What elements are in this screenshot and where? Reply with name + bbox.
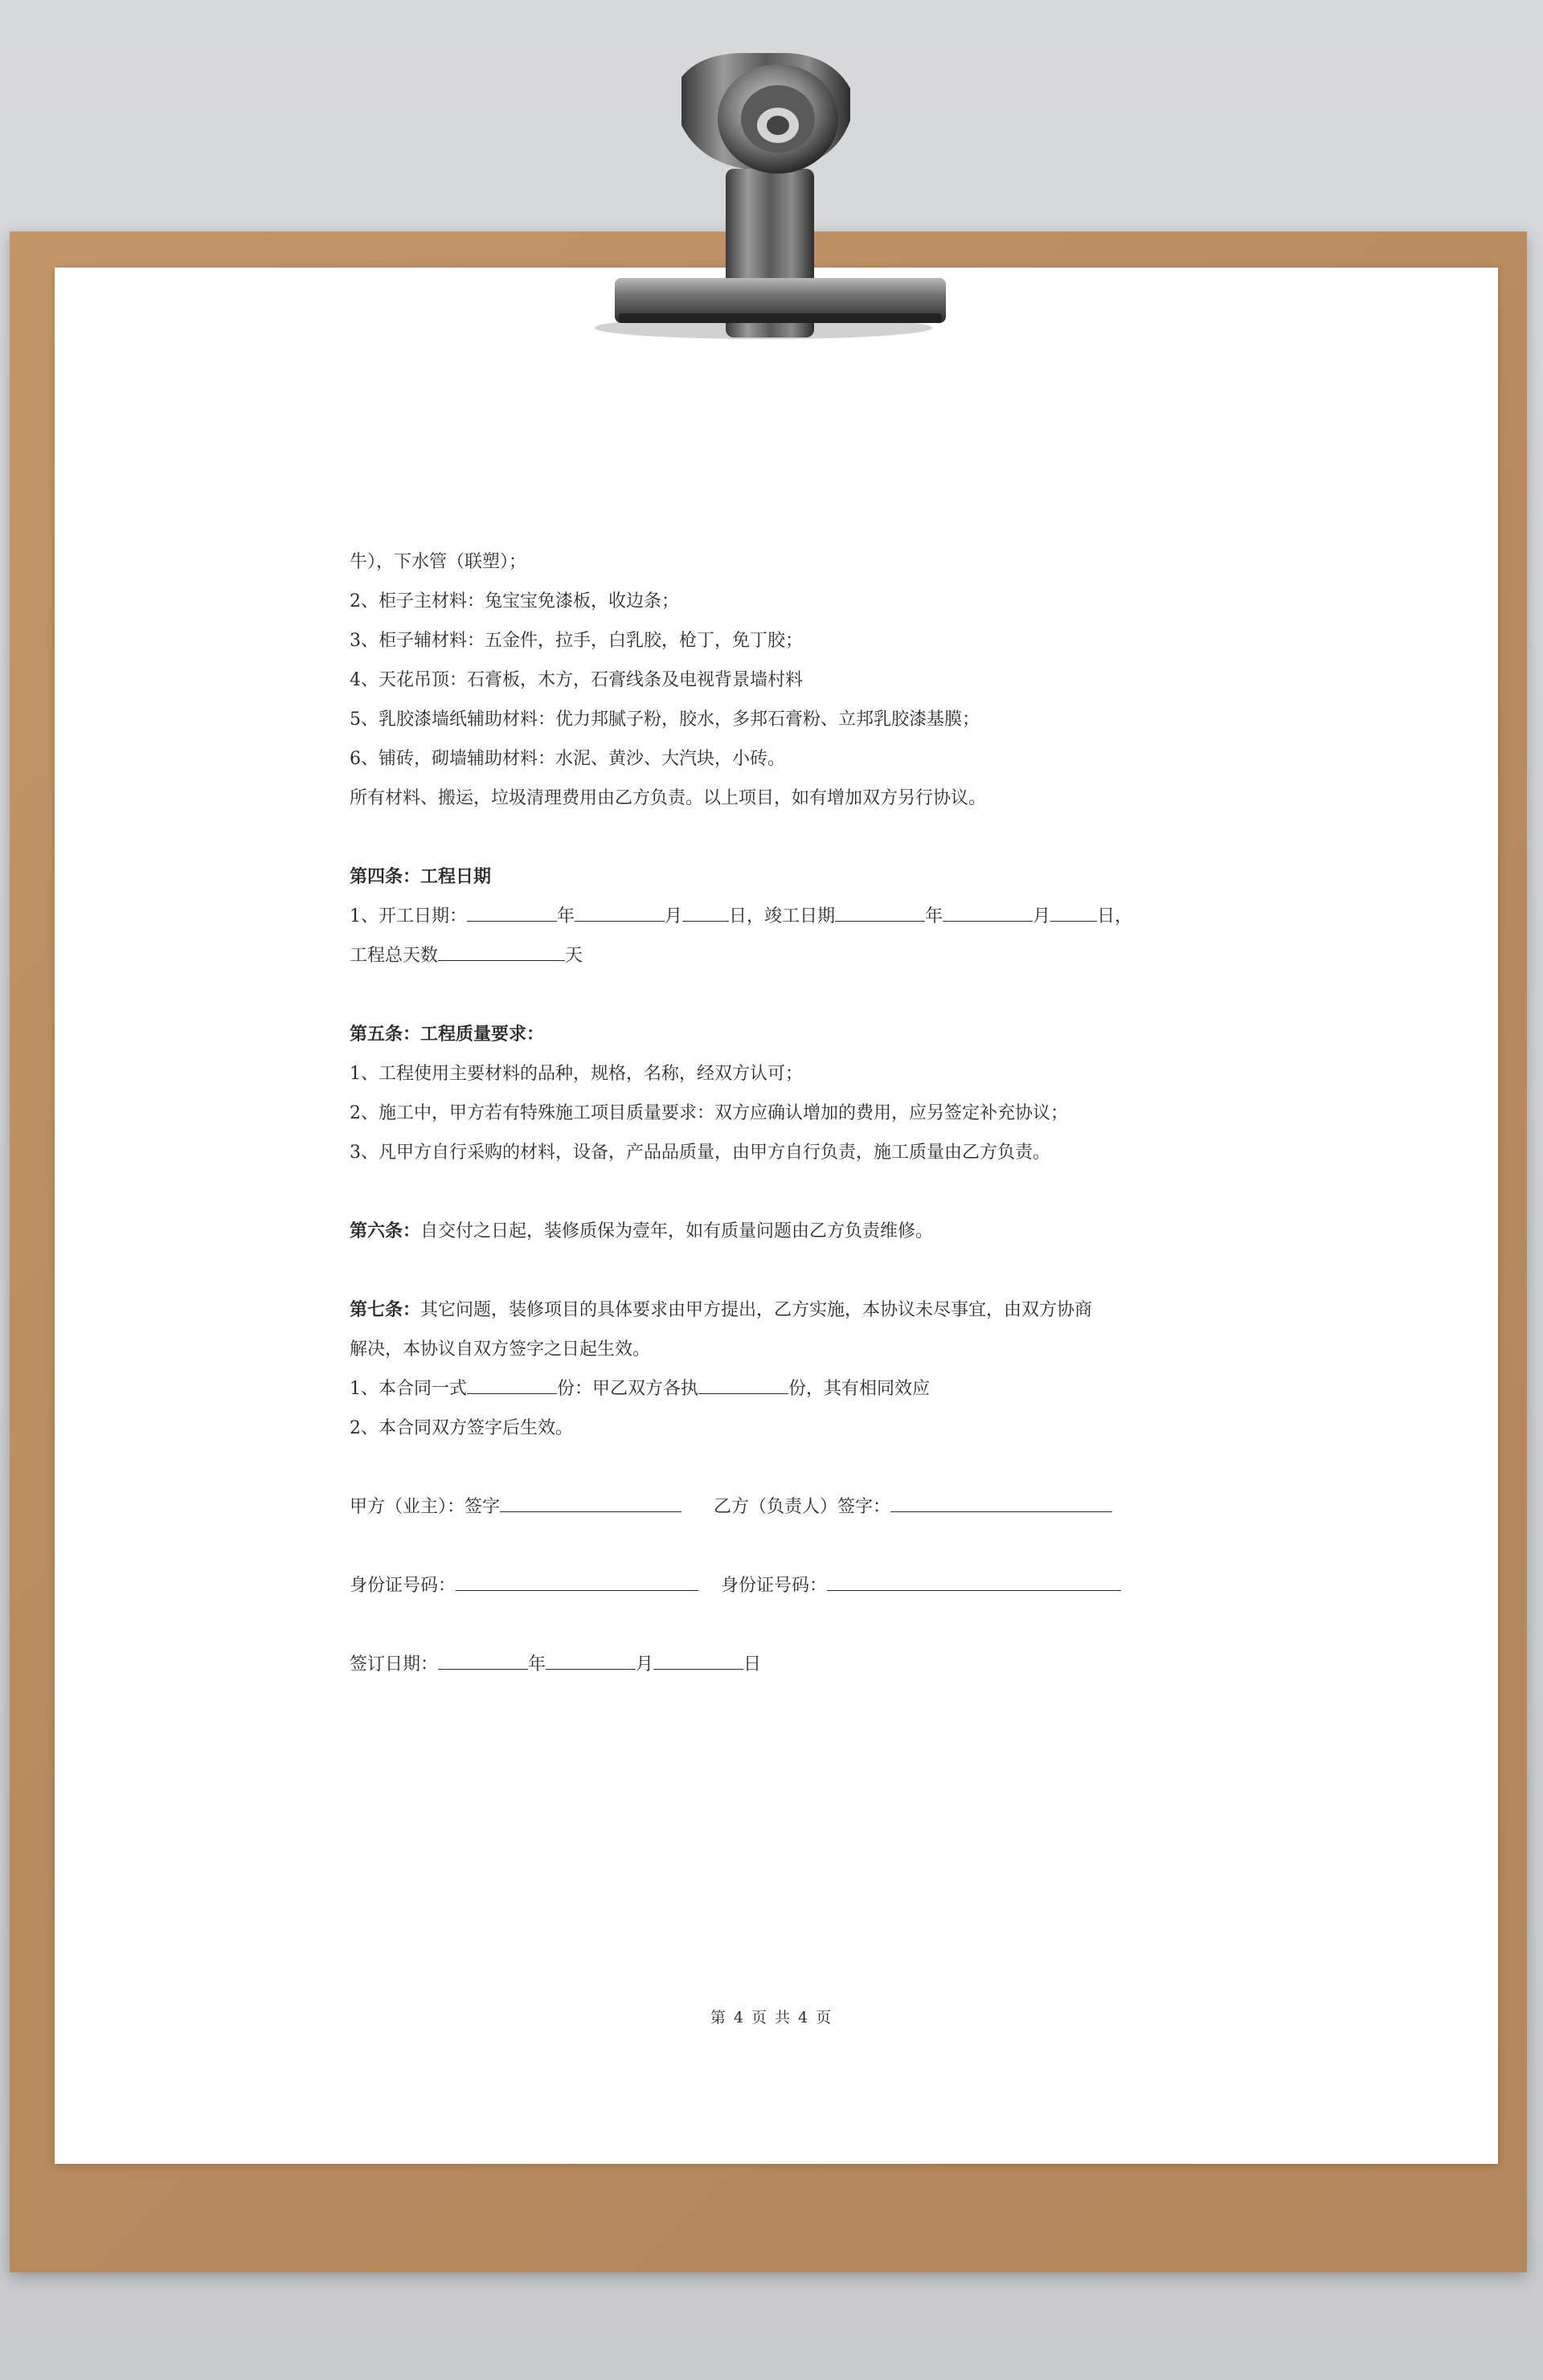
party-a-signature-field[interactable] (500, 1491, 681, 1512)
section-4-heading: 第四条：工程日期 (350, 866, 492, 887)
start-day-blank[interactable] (682, 900, 729, 922)
sign-date-label: 签订日期： (350, 1654, 439, 1675)
copies-effect-label: 份，其有相同效应 (788, 1379, 931, 1399)
text-line: 所有材料、搬运，垃圾清理费用由乙方负责。以上项目，如有增加双方另行协议。 (350, 788, 987, 808)
end-month-blank[interactable] (943, 900, 1033, 922)
month-label: 月 (665, 906, 683, 926)
section-7-line (350, 1290, 1092, 1330)
text-line: 解决，本协议自双方签字之日起生效。 (350, 1339, 651, 1360)
year-label: 年 (925, 906, 943, 926)
copies-each-blank[interactable] (698, 1372, 788, 1394)
text-line: 5、乳胶漆墙纸辅助材料：优力邦腻子粉，胶水，多邦石膏粉、立邦乳胶漆基膜； (350, 710, 980, 730)
text-line: 2、施工中，甲方若有特殊施工项目质量要求：双方应确认增加的费用，应另签定补充协议； (350, 1103, 1069, 1123)
total-days-line (350, 936, 583, 975)
day-label: 日， (1097, 906, 1133, 926)
copies-each-label: 份：甲乙双方各执 (557, 1379, 699, 1399)
total-days-blank[interactable] (438, 939, 565, 961)
sign-date-line (350, 1645, 761, 1684)
text-line: 6、铺砖，砌墙辅助材料：水泥、黄沙、大汽块，小砖。 (350, 749, 785, 769)
party-b-signature-field[interactable] (890, 1491, 1112, 1512)
start-month-blank[interactable] (575, 900, 665, 922)
id-number-line (350, 1566, 1121, 1605)
year-label: 年 (557, 906, 575, 926)
days-unit: 天 (565, 946, 583, 966)
id-b-field[interactable] (827, 1569, 1121, 1591)
section-6-line (350, 1212, 933, 1251)
section-7-text: 其它问题，装修项目的具体要求由甲方提出，乙方实施，本协议未尽事宜，由双方协商 (420, 1300, 1093, 1320)
completion-date-label: 竣工日期 (764, 906, 836, 926)
total-days-label: 工程总天数 (350, 946, 439, 966)
month-label: 月 (1033, 906, 1051, 926)
day-label: 日 (743, 1654, 762, 1675)
sign-day-blank[interactable] (653, 1648, 743, 1670)
id-a-label: 身份证号码： (350, 1576, 456, 1596)
id-a-field[interactable] (456, 1569, 698, 1591)
copies-total-blank[interactable] (467, 1372, 557, 1394)
party-a-label: 甲方（业主）：签字 (350, 1497, 501, 1517)
sign-month-blank[interactable] (546, 1648, 636, 1670)
start-year-blank[interactable] (467, 900, 557, 922)
text-line: 4、天花吊顶：石膏板，木方，石膏线条及电视背景墙村料 (350, 670, 803, 690)
text-line: 3、柜子辅材料：五金件，拉手，白乳胶，枪丁，免丁胶； (350, 631, 803, 651)
page-footer: 第 4 页 共 4 页 (710, 2009, 833, 2026)
section-6-heading: 第六条： (350, 1221, 421, 1241)
section-6-text: 自交付之日起，装修质保为壹年，如有质量问题由乙方负责维修。 (420, 1221, 934, 1241)
section-7-heading: 第七条： (350, 1299, 421, 1320)
signature-line (350, 1487, 1112, 1527)
text-line: 3、凡甲方自行采购的材料，设备，产品品质量，由甲方自行负责，施工质量由乙方负责。 (350, 1143, 1051, 1163)
text-line: 2、柜子主材料：兔宝宝免漆板，收边条； (350, 591, 679, 611)
text-line: 1、工程使用主要材料的品种，规格，名称，经双方认可； (350, 1064, 803, 1084)
start-date-label: 1、开工日期： (350, 906, 467, 926)
party-b-label: 乙方（负责人）签字： (714, 1497, 891, 1517)
binder-clip-icon (579, 48, 948, 354)
year-label: 年 (528, 1654, 546, 1675)
schedule-line (350, 897, 1132, 936)
text-line: 牛），下水管（联塑）； (350, 552, 527, 572)
end-day-blank[interactable] (1050, 900, 1097, 922)
text-line: 2、本合同双方签字后生效。 (350, 1418, 573, 1438)
section-5-heading: 第五条：工程质量要求： (350, 1024, 545, 1045)
copies-line (350, 1369, 930, 1409)
id-b-label: 身份证号码： (721, 1576, 828, 1596)
end-year-blank[interactable] (835, 900, 925, 922)
month-label: 月 (636, 1654, 654, 1675)
day-label: 日， (729, 906, 765, 926)
copies-label: 1、本合同一式 (350, 1379, 467, 1399)
sign-year-blank[interactable] (438, 1648, 528, 1670)
